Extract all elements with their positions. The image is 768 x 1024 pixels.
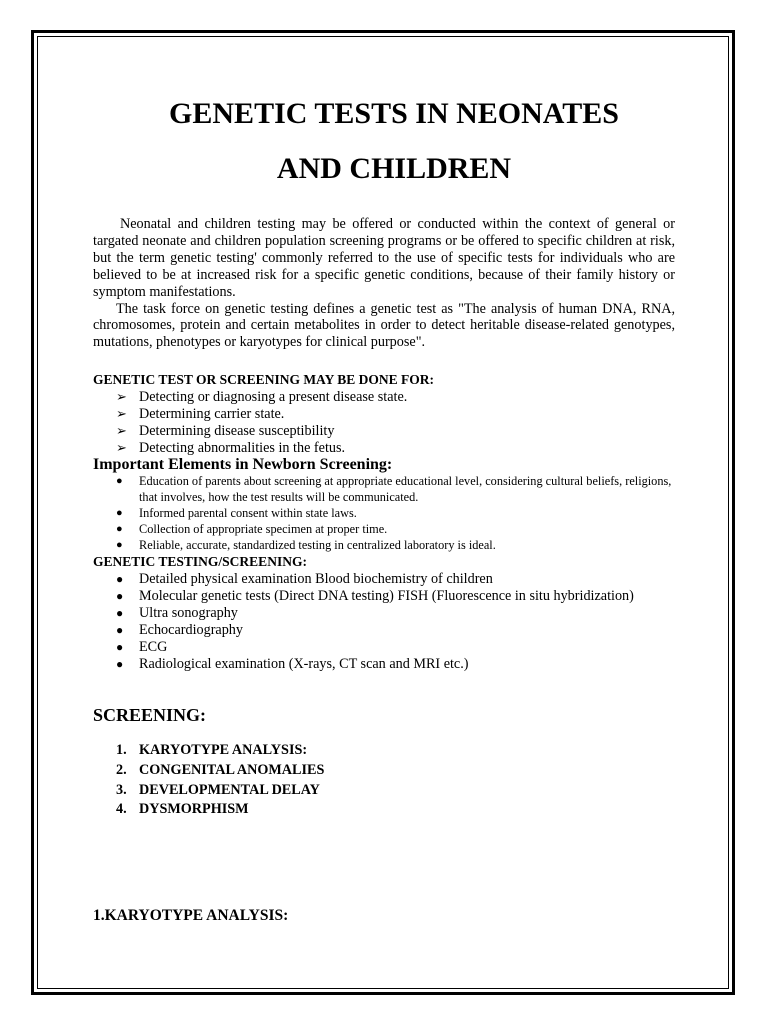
list-item: ➢ Determining carrier state. [116,405,285,422]
list-item: 4. DYSMORPHISM [93,800,675,820]
list-item: ● Detailed physical examination Blood biochemistry of children [116,571,493,588]
list-number: 4. [116,801,127,818]
arrow-bullet-icon: ➢ [116,422,127,438]
list-item: ● Molecular genetic tests (Direct DNA testing) FISH (Fluorescence in situ hybridization) [116,587,634,604]
dot-bullet-icon: ● [116,475,123,488]
dot-bullet-icon: ● [116,605,124,620]
list-item: ● Ultra sonography [116,604,238,621]
arrow-bullet-icon: ➢ [116,439,127,455]
dot-bullet-icon: ● [116,538,123,551]
list-item: ● Collection of appropriate specimen at proper time. [116,521,388,536]
newborn-screening-heading: Important Elements in Newborn Screening: [93,456,393,474]
dot-bullet-icon: ● [116,588,124,603]
dot-bullet-icon: ● [116,572,124,587]
karyotype-analysis-heading: 1.KARYOTYPE ANALYSIS: [93,907,289,924]
genetic-test-list [93,389,675,457]
dot-bullet-icon: ● [116,522,123,535]
genetic-test-heading: GENETIC TEST OR SCREENING MAY BE DONE FOR: [93,372,434,388]
arrow-bullet-icon: ➢ [116,405,127,421]
list-number: 1. [116,742,127,759]
testing-screening-heading: GENETIC TESTING/SCREENING: [93,554,307,570]
arrow-bullet-icon: ➢ [116,388,127,404]
list-item: ➢ Detecting or diagnosing a present disease state. [116,388,408,405]
list-item: ● Education of parents about screening at appropriate educational level, considering cultural beliefs, religions, that involves, how the test results will be communicated. [116,474,672,505]
intro-paragraph-2: The task force on genetic testing defines a genetic test as "The analysis of human DNA, RNA, chromosomes, protein and certain metabolites in order to detect heritable disease-related genotypes, mutations, phenotypes or karyotypes for clinical purpose". [93,300,675,351]
title-line-2: AND CHILDREN [276,152,512,185]
intro-paragraph-1: Neonatal and children testing may be offered or conducted within the context of general or targated neonate and children population screening programs or be offered to specific children at risk, but the term genetic testing' commonly referred to the use of specific tests for individuals who are believed to be at increased risk for a specific genetic conditions, because of their family history or symptom manifestations. [93,216,675,300]
dot-bullet-icon: ● [116,622,124,637]
list-item: ● Informed parental consent within state laws. [116,506,357,521]
document-body [93,86,675,820]
screening-heading: SCREENING: [93,705,207,726]
list-number: 2. [116,762,127,779]
list-item: 1. KARYOTYPE ANALYSIS: [93,741,675,761]
list-item: 3. DEVELOPMENTAL DELAY [93,781,675,801]
dot-bullet-icon: ● [116,639,124,654]
dot-bullet-icon: ● [116,656,124,671]
screening-list [93,741,675,819]
title-line-1: GENETIC TESTS IN NEONATES [169,97,619,130]
list-item: ● ECG [116,638,168,655]
list-item: ➢ Determining disease susceptibility [116,422,335,439]
list-item: ● Reliable, accurate, standardized testing in centralized laboratory is ideal. [116,537,496,552]
dot-bullet-icon: ● [116,507,123,520]
testing-screening-list [93,571,675,672]
newborn-screening-list [93,474,675,553]
list-item: ● Radiological examination (X-rays, CT scan and MRI etc.) [116,655,469,672]
list-item: ➢ Detecting abnormalities in the fetus. [116,439,346,456]
list-item: 2. CONGENITAL ANOMALIES [93,761,675,781]
list-item: ● Echocardiography [116,621,243,638]
list-number: 3. [116,781,127,798]
page-title [93,86,675,196]
